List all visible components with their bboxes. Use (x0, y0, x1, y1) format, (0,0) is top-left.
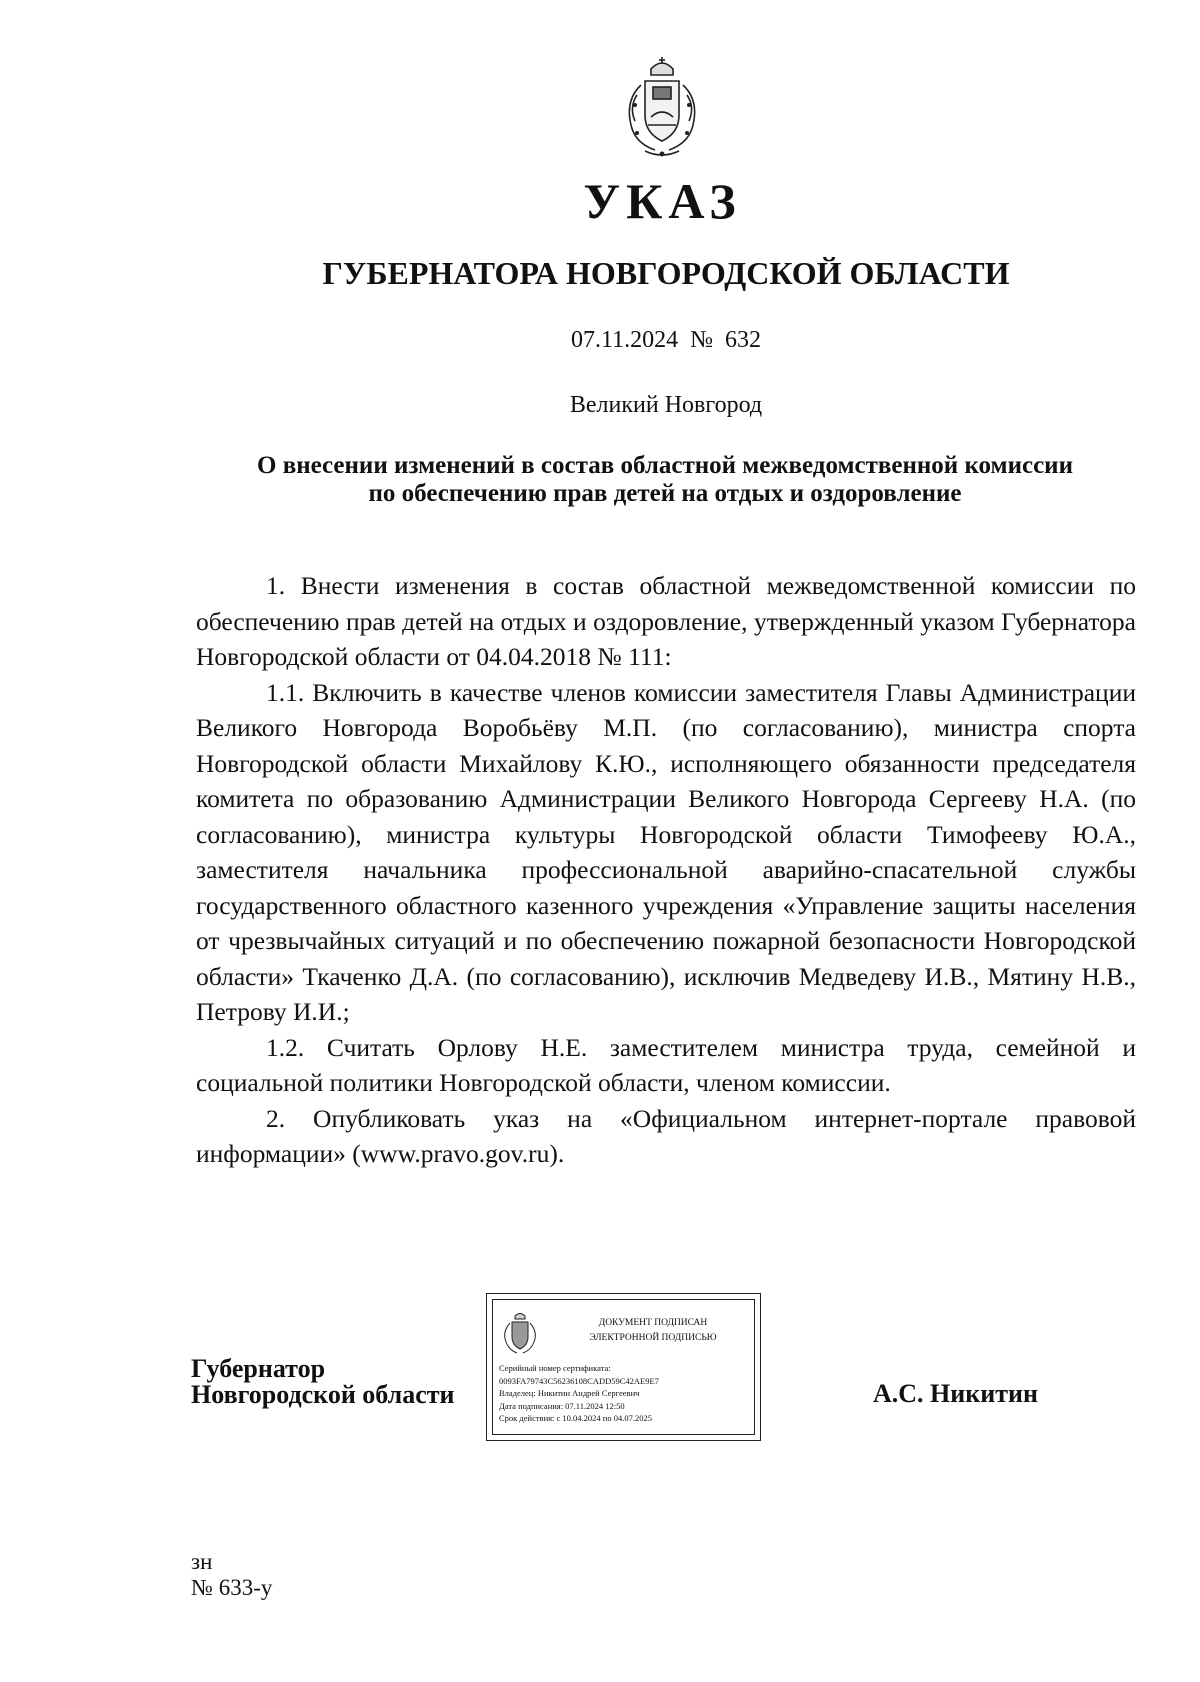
stamp-header-line-1: ДОКУМЕНТ ПОДПИСАН (598, 1318, 708, 1328)
registration-note-line-1: зн (191, 1549, 213, 1574)
stamp-serial-label: Серийный номер сертификата: (499, 1363, 611, 1373)
electronic-signature-stamp (486, 1293, 761, 1441)
stamp-inner-frame (492, 1299, 755, 1435)
paragraph-1: 1. Внести изменения в состав областной межведомственной комиссии по обеспечению прав детей на отдых и оздоровление, утвержденный указом Губернатора Новгородской области от 04.04.2018 № 111: (196, 571, 1136, 671)
stamp-signed-date: Дата подписания: 07.11.2024 12:50 (499, 1400, 625, 1411)
number-sign: № (690, 327, 713, 353)
signer-name: А.С. Никитин (873, 1379, 1038, 1408)
document-subject (195, 452, 1135, 508)
document-number: 632 (725, 327, 761, 353)
stamp-owner: Владелец: Никитин Андрей Сергеевич (499, 1388, 640, 1398)
date-number-line (0, 327, 1200, 354)
document-date: 07.11.2024 (570, 327, 679, 353)
novgorod-coat-of-arms-icon (615, 55, 710, 165)
stamp-header (553, 1316, 753, 1346)
subject-line-2: по обеспечению прав детей на отдых и оздоровление (368, 480, 962, 507)
stamp-coat-of-arms-icon (499, 1310, 541, 1358)
issuer-title: ГУБЕРНАТОРА НОВГОРОДСКОЙ ОБЛАСТИ (322, 255, 1010, 291)
stamp-details (499, 1362, 659, 1425)
paragraph-1-1: 1.1. Включить в качестве членов комиссии заместителя Главы Администрации Великого Новгорода Воробьёву М.П. (по согласованию), министра спорта Новгородской области Михайлову К.Ю., исполняющего обязанности председателя комитета по образованию Администрации Великого Новгорода Сергееву Н.А. (по согласованию), министра культуры Новгородской области Тимофееву Ю.А., заместителя начальника профессиональной аварийно-спасательной службы государственного областного казенного учреждения «Управление защиты населения от чрезвычайных ситуаций и по обеспечению пожарной безопасности Новгородской области» Ткаченко Д.А. (по согласованию), исключив Медведеву И.В., Мятину Н.В., Петрову И.И.; (196, 677, 1136, 1026)
subject-line-1: О внесении изменений в состав областной межведомственной комиссии (257, 452, 1073, 479)
registration-note-line-2: № 633-у (191, 1575, 273, 1600)
stamp-validity: Срок действия: с 10.04.2024 по 04.07.2025 (499, 1413, 652, 1423)
signer-position-line-2: Новгородской области (191, 1380, 455, 1409)
document-body (196, 568, 1136, 1172)
paragraph-2: 2. Опубликовать указ на «Официальном интернет-портале правовой информации» (www.pravo.gov.ru). (196, 1103, 1136, 1168)
signer-position (191, 1356, 455, 1408)
registration-note (191, 1549, 272, 1601)
document-type-title: УКАЗ (583, 173, 742, 229)
city-name: Великий Новгород (569, 392, 763, 418)
signer-position-line-1: Губернатор (191, 1354, 326, 1383)
stamp-serial: 0093FA79743C56236108CADD59C42AE9E7 (499, 1375, 659, 1386)
stamp-header-line-2: ЭЛЕКТРОННОЙ ПОДПИСЬЮ (589, 1333, 717, 1343)
paragraph-1-2: 1.2. Считать Орлову Н.Е. заместителем министра труда, семейной и социальной политики Новгородской области, членом комиссии. (196, 1032, 1136, 1097)
